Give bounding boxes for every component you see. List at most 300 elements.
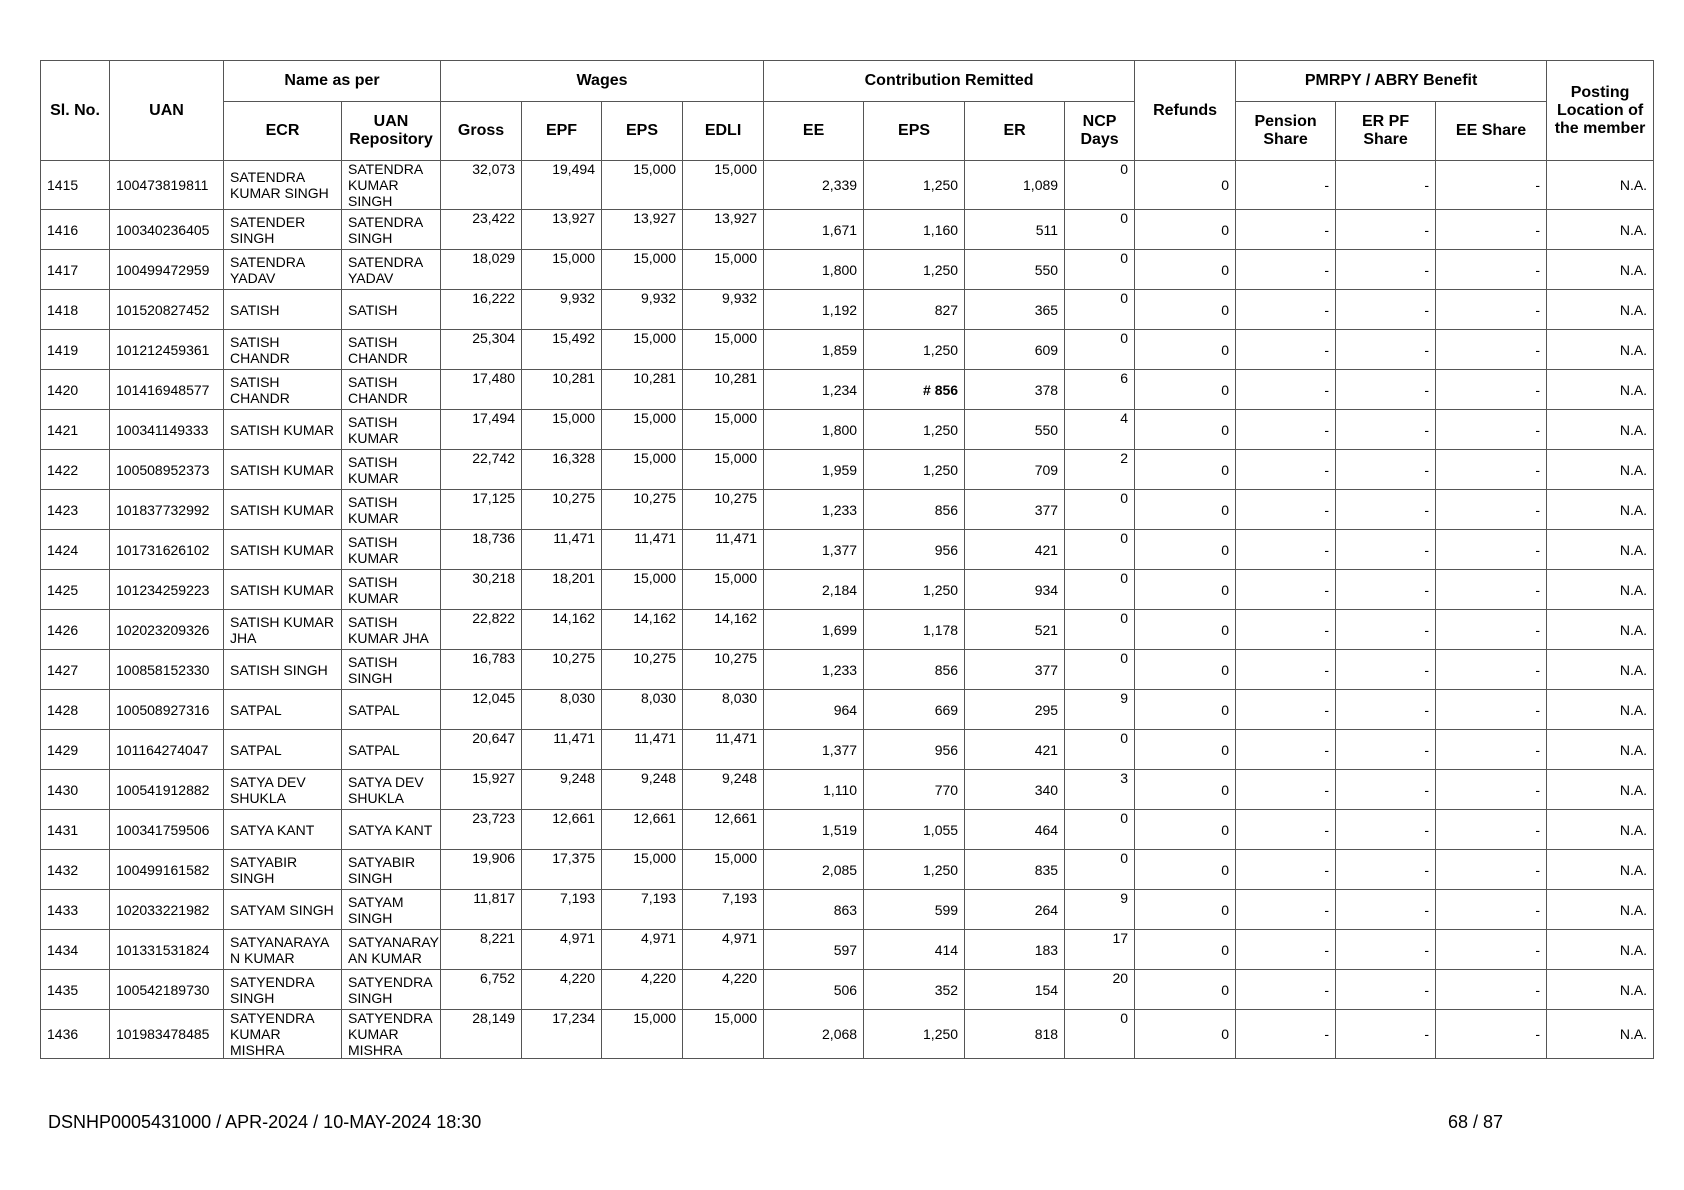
er-cell: 154	[965, 970, 1065, 1010]
uan-repository-name-cell: SATYA KANT	[342, 810, 441, 850]
ecr-name-cell: SATISH KUMAR	[224, 450, 342, 490]
edli-cell: 13,927	[683, 210, 764, 250]
epf-cell: 15,000	[522, 250, 602, 290]
uan-repository-name-cell: SATISH KUMAR	[342, 410, 441, 450]
pension-share-cell: -	[1236, 570, 1336, 610]
posting-location-cell: N.A.	[1547, 930, 1654, 970]
pension-share-cell: -	[1236, 930, 1336, 970]
edli-cell: 15,000	[683, 570, 764, 610]
ecr-name-cell: SATISH	[224, 290, 342, 330]
ee-cell: 1,800	[764, 410, 864, 450]
pension-share-cell: -	[1236, 610, 1336, 650]
er-cell: 1,089	[965, 161, 1065, 210]
gross-cell: 23,723	[441, 810, 522, 850]
gross-cell: 30,218	[441, 570, 522, 610]
posting-location-cell: N.A.	[1547, 410, 1654, 450]
refunds-cell: 0	[1135, 690, 1236, 730]
ecr-table	[40, 60, 1654, 1059]
er-cell: 521	[965, 610, 1065, 650]
uan-cell: 102023209326	[110, 610, 224, 650]
uan-repository-name-cell: SATENDRA YADAV	[342, 250, 441, 290]
contribution-eps-cell: 770	[864, 770, 965, 810]
refunds-cell: 0	[1135, 450, 1236, 490]
table-row	[41, 210, 1654, 250]
uan-cell: 101837732992	[110, 490, 224, 530]
ecr-name-cell: SATYENDRA SINGH	[224, 970, 342, 1010]
edli-cell: 8,030	[683, 690, 764, 730]
contribution-eps-cell: 1,250	[864, 850, 965, 890]
ncp-days-cell: 0	[1065, 210, 1135, 250]
table-row	[41, 850, 1654, 890]
contribution-eps-cell: 599	[864, 890, 965, 930]
gross-cell: 19,906	[441, 850, 522, 890]
ee-cell: 2,085	[764, 850, 864, 890]
header-ee-share: EE Share	[1436, 102, 1547, 161]
pension-share-cell: -	[1236, 690, 1336, 730]
ncp-days-cell: 0	[1065, 290, 1135, 330]
header-gross: Gross	[441, 102, 522, 161]
table-row	[41, 450, 1654, 490]
er-cell: 183	[965, 930, 1065, 970]
refunds-cell: 0	[1135, 330, 1236, 370]
uan-repository-name-cell: SATISH KUMAR	[342, 450, 441, 490]
ecr-name-cell: SATYA KANT	[224, 810, 342, 850]
header-er-pf-share: ER PF Share	[1336, 102, 1436, 161]
posting-location-cell: N.A.	[1547, 1010, 1654, 1059]
contribution-eps-cell: 1,160	[864, 210, 965, 250]
pension-share-cell: -	[1236, 970, 1336, 1010]
uan-repository-name-cell: SATISH CHANDR	[342, 330, 441, 370]
gross-cell: 11,817	[441, 890, 522, 930]
sl-no-cell: 1415	[41, 161, 110, 210]
er-pf-share-cell: -	[1336, 810, 1436, 850]
er-cell: 609	[965, 330, 1065, 370]
posting-location-cell: N.A.	[1547, 370, 1654, 410]
eps-cell: 10,281	[602, 370, 683, 410]
table-row	[41, 770, 1654, 810]
epf-cell: 8,030	[522, 690, 602, 730]
ecr-name-cell: SATISH KUMAR	[224, 530, 342, 570]
epf-cell: 9,932	[522, 290, 602, 330]
ecr-name-cell: SATISH CHANDR	[224, 330, 342, 370]
refunds-cell: 0	[1135, 1010, 1236, 1059]
ee-share-cell: -	[1436, 890, 1547, 930]
ee-cell: 1,519	[764, 810, 864, 850]
eps-cell: 13,927	[602, 210, 683, 250]
edli-cell: 15,000	[683, 410, 764, 450]
header-wages: Wages	[441, 61, 764, 102]
epf-cell: 11,471	[522, 530, 602, 570]
contribution-eps-cell: 856	[864, 650, 965, 690]
header-edli: EDLI	[683, 102, 764, 161]
contribution-eps-cell: 1,178	[864, 610, 965, 650]
ee-share-cell: -	[1436, 450, 1547, 490]
eps-cell: 15,000	[602, 1010, 683, 1059]
ecr-name-cell: SATPAL	[224, 730, 342, 770]
ecr-name-cell: SATENDRA KUMAR SINGH	[224, 161, 342, 210]
ee-share-cell: -	[1436, 210, 1547, 250]
ee-share-cell: -	[1436, 690, 1547, 730]
er-pf-share-cell: -	[1336, 730, 1436, 770]
uan-repository-name-cell: SATYENDRA SINGH	[342, 970, 441, 1010]
er-pf-share-cell: -	[1336, 161, 1436, 210]
edli-cell: 12,661	[683, 810, 764, 850]
posting-location-cell: N.A.	[1547, 690, 1654, 730]
er-pf-share-cell: -	[1336, 610, 1436, 650]
ee-share-cell: -	[1436, 970, 1547, 1010]
er-cell: 377	[965, 650, 1065, 690]
header-er: ER	[965, 102, 1065, 161]
header-contribution-remitted: Contribution Remitted	[764, 61, 1135, 102]
sl-no-cell: 1421	[41, 410, 110, 450]
uan-cell: 101331531824	[110, 930, 224, 970]
header-pmrpy: PMRPY / ABRY Benefit	[1236, 61, 1547, 102]
ee-cell: 1,377	[764, 730, 864, 770]
uan-cell: 100473819811	[110, 161, 224, 210]
uan-cell: 100341759506	[110, 810, 224, 850]
uan-cell: 101212459361	[110, 330, 224, 370]
ee-cell: 1,959	[764, 450, 864, 490]
table-row	[41, 290, 1654, 330]
epf-cell: 10,275	[522, 490, 602, 530]
ee-cell: 964	[764, 690, 864, 730]
ee-cell: 1,699	[764, 610, 864, 650]
pension-share-cell: -	[1236, 330, 1336, 370]
epf-cell: 12,661	[522, 810, 602, 850]
refunds-cell: 0	[1135, 890, 1236, 930]
eps-cell: 10,275	[602, 650, 683, 690]
ee-share-cell: -	[1436, 570, 1547, 610]
footer-document-id: DSNHP0005431000 / APR-2024 / 10-MAY-2024 18:30	[48, 1112, 482, 1132]
header-uan-repository: UAN Repository	[342, 102, 441, 161]
header-ecr: ECR	[224, 102, 342, 161]
table-row	[41, 650, 1654, 690]
eps-cell: 8,030	[602, 690, 683, 730]
contribution-eps-cell: 1,055	[864, 810, 965, 850]
ee-share-cell: -	[1436, 290, 1547, 330]
er-pf-share-cell: -	[1336, 210, 1436, 250]
refunds-cell: 0	[1135, 530, 1236, 570]
pension-share-cell: -	[1236, 530, 1336, 570]
pension-share-cell: -	[1236, 490, 1336, 530]
er-pf-share-cell: -	[1336, 850, 1436, 890]
refunds-cell: 0	[1135, 730, 1236, 770]
gross-cell: 17,480	[441, 370, 522, 410]
sl-no-cell: 1433	[41, 890, 110, 930]
refunds-cell: 0	[1135, 930, 1236, 970]
ecr-name-cell: SATISH SINGH	[224, 650, 342, 690]
eps-cell: 7,193	[602, 890, 683, 930]
edli-cell: 15,000	[683, 450, 764, 490]
er-cell: 295	[965, 690, 1065, 730]
ee-share-cell: -	[1436, 490, 1547, 530]
er-pf-share-cell: -	[1336, 770, 1436, 810]
epf-cell: 17,234	[522, 1010, 602, 1059]
posting-location-cell: N.A.	[1547, 730, 1654, 770]
gross-cell: 25,304	[441, 330, 522, 370]
header-contribution-eps: EPS	[864, 102, 965, 161]
ee-cell: 597	[764, 930, 864, 970]
posting-location-cell: N.A.	[1547, 610, 1654, 650]
table-row	[41, 410, 1654, 450]
pension-share-cell: -	[1236, 161, 1336, 210]
er-cell: 818	[965, 1010, 1065, 1059]
gross-cell: 20,647	[441, 730, 522, 770]
posting-location-cell: N.A.	[1547, 450, 1654, 490]
epf-cell: 9,248	[522, 770, 602, 810]
eps-cell: 10,275	[602, 490, 683, 530]
eps-cell: 9,248	[602, 770, 683, 810]
ncp-days-cell: 9	[1065, 890, 1135, 930]
ncp-days-cell: 0	[1065, 610, 1135, 650]
refunds-cell: 0	[1135, 970, 1236, 1010]
gross-cell: 28,149	[441, 1010, 522, 1059]
ee-cell: 1,233	[764, 650, 864, 690]
er-pf-share-cell: -	[1336, 290, 1436, 330]
gross-cell: 6,752	[441, 970, 522, 1010]
er-pf-share-cell: -	[1336, 450, 1436, 490]
uan-cell: 101234259223	[110, 570, 224, 610]
ee-cell: 1,192	[764, 290, 864, 330]
ee-share-cell: -	[1436, 930, 1547, 970]
uan-repository-name-cell: SATISH CHANDR	[342, 370, 441, 410]
uan-repository-name-cell: SATISH KUMAR JHA	[342, 610, 441, 650]
edli-cell: 15,000	[683, 250, 764, 290]
pension-share-cell: -	[1236, 650, 1336, 690]
er-cell: 378	[965, 370, 1065, 410]
er-cell: 421	[965, 530, 1065, 570]
uan-repository-name-cell: SATPAL	[342, 690, 441, 730]
sl-no-cell: 1429	[41, 730, 110, 770]
ncp-days-cell: 0	[1065, 730, 1135, 770]
ee-cell: 1,671	[764, 210, 864, 250]
er-pf-share-cell: -	[1336, 330, 1436, 370]
ee-cell: 1,233	[764, 490, 864, 530]
pension-share-cell: -	[1236, 1010, 1336, 1059]
table-row	[41, 530, 1654, 570]
refunds-cell: 0	[1135, 770, 1236, 810]
table-row	[41, 570, 1654, 610]
epf-cell: 13,927	[522, 210, 602, 250]
uan-cell: 100340236405	[110, 210, 224, 250]
refunds-cell: 0	[1135, 570, 1236, 610]
eps-cell: 15,000	[602, 450, 683, 490]
gross-cell: 16,222	[441, 290, 522, 330]
eps-cell: 4,220	[602, 970, 683, 1010]
er-pf-share-cell: -	[1336, 250, 1436, 290]
sl-no-cell: 1418	[41, 290, 110, 330]
contribution-eps-cell: 1,250	[864, 161, 965, 210]
ecr-name-cell: SATYANARAYA N KUMAR	[224, 930, 342, 970]
er-cell: 709	[965, 450, 1065, 490]
er-cell: 835	[965, 850, 1065, 890]
eps-cell: 11,471	[602, 530, 683, 570]
ee-share-cell: -	[1436, 650, 1547, 690]
contribution-eps-cell: 827	[864, 290, 965, 330]
pension-share-cell: -	[1236, 410, 1336, 450]
posting-location-cell: N.A.	[1547, 850, 1654, 890]
refunds-cell: 0	[1135, 161, 1236, 210]
header-pension-share: Pension Share	[1236, 102, 1336, 161]
eps-cell: 15,000	[602, 161, 683, 210]
epf-cell: 4,971	[522, 930, 602, 970]
header-name-as-per: Name as per	[224, 61, 441, 102]
epf-cell: 14,162	[522, 610, 602, 650]
er-pf-share-cell: -	[1336, 410, 1436, 450]
refunds-cell: 0	[1135, 210, 1236, 250]
posting-location-cell: N.A.	[1547, 970, 1654, 1010]
posting-location-cell: N.A.	[1547, 650, 1654, 690]
ncp-days-cell: 0	[1065, 570, 1135, 610]
ee-share-cell: -	[1436, 330, 1547, 370]
refunds-cell: 0	[1135, 290, 1236, 330]
pension-share-cell: -	[1236, 730, 1336, 770]
ee-cell: 1,377	[764, 530, 864, 570]
sl-no-cell: 1419	[41, 330, 110, 370]
eps-cell: 15,000	[602, 850, 683, 890]
eps-cell: 4,971	[602, 930, 683, 970]
eps-cell: 15,000	[602, 330, 683, 370]
header-eps: EPS	[602, 102, 683, 161]
table-row	[41, 890, 1654, 930]
ee-share-cell: -	[1436, 530, 1547, 570]
er-pf-share-cell: -	[1336, 490, 1436, 530]
epf-cell: 11,471	[522, 730, 602, 770]
edli-cell: 7,193	[683, 890, 764, 930]
edli-cell: 10,275	[683, 650, 764, 690]
footer-page-number: 68 / 87	[1448, 1112, 1504, 1132]
sl-no-cell: 1416	[41, 210, 110, 250]
er-cell: 421	[965, 730, 1065, 770]
posting-location-cell: N.A.	[1547, 770, 1654, 810]
posting-location-cell: N.A.	[1547, 250, 1654, 290]
ecr-name-cell: SATISH KUMAR	[224, 410, 342, 450]
uan-cell: 100541912882	[110, 770, 224, 810]
uan-cell: 100499161582	[110, 850, 224, 890]
contribution-eps-cell: 1,250	[864, 330, 965, 370]
ee-cell: 1,859	[764, 330, 864, 370]
er-pf-share-cell: -	[1336, 1010, 1436, 1059]
epf-cell: 15,000	[522, 410, 602, 450]
ncp-days-cell: 0	[1065, 161, 1135, 210]
gross-cell: 22,742	[441, 450, 522, 490]
eps-cell: 15,000	[602, 410, 683, 450]
ncp-days-cell: 20	[1065, 970, 1135, 1010]
uan-repository-name-cell: SATENDRA SINGH	[342, 210, 441, 250]
header-ee: EE	[764, 102, 864, 161]
er-pf-share-cell: -	[1336, 370, 1436, 410]
uan-cell: 101164274047	[110, 730, 224, 770]
er-pf-share-cell: -	[1336, 970, 1436, 1010]
uan-repository-name-cell: SATENDRA KUMAR SINGH	[342, 161, 441, 210]
ncp-days-cell: 3	[1065, 770, 1135, 810]
er-pf-share-cell: -	[1336, 690, 1436, 730]
uan-cell: 101520827452	[110, 290, 224, 330]
sl-no-cell: 1425	[41, 570, 110, 610]
eps-cell: 12,661	[602, 810, 683, 850]
contribution-eps-cell: 1,250	[864, 250, 965, 290]
ncp-days-cell: 17	[1065, 930, 1135, 970]
eps-cell: 11,471	[602, 730, 683, 770]
ee-share-cell: -	[1436, 161, 1547, 210]
er-cell: 340	[965, 770, 1065, 810]
ncp-days-cell: 4	[1065, 410, 1135, 450]
sl-no-cell: 1431	[41, 810, 110, 850]
ecr-name-cell: SATISH KUMAR	[224, 570, 342, 610]
uan-repository-name-cell: SATYENDRA KUMAR MISHRA	[342, 1010, 441, 1059]
uan-cell: 101731626102	[110, 530, 224, 570]
ee-share-cell: -	[1436, 370, 1547, 410]
refunds-cell: 0	[1135, 410, 1236, 450]
gross-cell: 18,029	[441, 250, 522, 290]
refunds-cell: 0	[1135, 810, 1236, 850]
uan-repository-name-cell: SATYABIR SINGH	[342, 850, 441, 890]
edli-cell: 9,932	[683, 290, 764, 330]
posting-location-cell: N.A.	[1547, 210, 1654, 250]
uan-repository-name-cell: SATPAL	[342, 730, 441, 770]
table-row	[41, 970, 1654, 1010]
uan-repository-name-cell: SATISH KUMAR	[342, 570, 441, 610]
er-cell: 934	[965, 570, 1065, 610]
ee-cell: 2,339	[764, 161, 864, 210]
header-posting: Posting Location of the member	[1547, 61, 1654, 161]
gross-cell: 32,073	[441, 161, 522, 210]
refunds-cell: 0	[1135, 490, 1236, 530]
edli-cell: 10,281	[683, 370, 764, 410]
epf-cell: 4,220	[522, 970, 602, 1010]
uan-repository-name-cell: SATYANARAY AN KUMAR	[342, 930, 441, 970]
eps-cell: 9,932	[602, 290, 683, 330]
ee-share-cell: -	[1436, 810, 1547, 850]
ee-share-cell: -	[1436, 250, 1547, 290]
er-cell: 511	[965, 210, 1065, 250]
uan-cell: 100499472959	[110, 250, 224, 290]
edli-cell: 4,971	[683, 930, 764, 970]
ncp-days-cell: 0	[1065, 810, 1135, 850]
sl-no-cell: 1417	[41, 250, 110, 290]
uan-cell: 100542189730	[110, 970, 224, 1010]
uan-cell: 100508952373	[110, 450, 224, 490]
ecr-name-cell: SATISH CHANDR	[224, 370, 342, 410]
contribution-eps-cell: 1,250	[864, 410, 965, 450]
ncp-days-cell: 0	[1065, 650, 1135, 690]
table-body	[41, 161, 1654, 1059]
refunds-cell: 0	[1135, 850, 1236, 890]
header-uan: UAN	[110, 61, 224, 161]
table-header	[41, 61, 1654, 161]
gross-cell: 15,927	[441, 770, 522, 810]
epf-cell: 10,275	[522, 650, 602, 690]
ee-cell: 1,800	[764, 250, 864, 290]
table-row	[41, 810, 1654, 850]
table-row	[41, 610, 1654, 650]
posting-location-cell: N.A.	[1547, 810, 1654, 850]
ee-share-cell: -	[1436, 410, 1547, 450]
edli-cell: 15,000	[683, 330, 764, 370]
epf-cell: 17,375	[522, 850, 602, 890]
edli-cell: 15,000	[683, 161, 764, 210]
uan-cell: 102033221982	[110, 890, 224, 930]
gross-cell: 8,221	[441, 930, 522, 970]
edli-cell: 11,471	[683, 530, 764, 570]
contribution-eps-cell: 1,250	[864, 570, 965, 610]
gross-cell: 16,783	[441, 650, 522, 690]
contribution-eps-cell: 414	[864, 930, 965, 970]
ecr-name-cell: SATYAM SINGH	[224, 890, 342, 930]
ee-cell: 506	[764, 970, 864, 1010]
er-cell: 550	[965, 410, 1065, 450]
ecr-name-cell: SATYA DEV SHUKLA	[224, 770, 342, 810]
